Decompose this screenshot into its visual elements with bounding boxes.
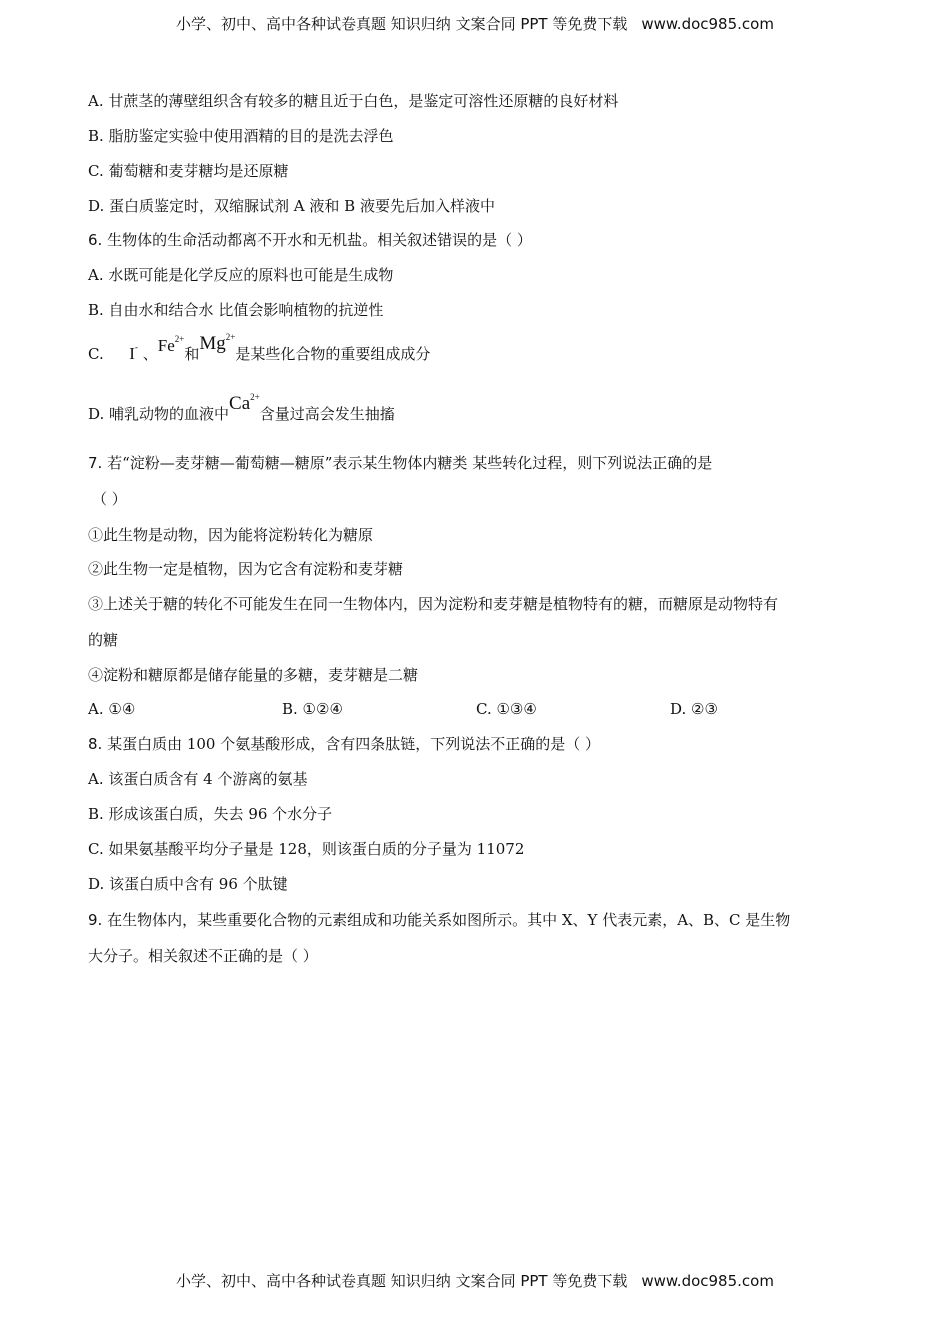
header-url[interactable]: www.doc985.com	[641, 15, 774, 33]
q6-separator-2: 和	[184, 345, 200, 363]
q6-option-d-text: D. 哺乳动物的血液中	[88, 405, 230, 423]
footer-text: 小学、初中、高中各种试卷真题 知识归纳 文案合同 PPT 等免费下载	[176, 1272, 628, 1290]
iron-ion: $Fe^{2+}$	[157, 334, 185, 355]
q7-option-d: D. ②③	[670, 700, 718, 718]
q7-option-c: C. ①③④	[476, 700, 537, 718]
q7-answer-paren: （ ）	[92, 490, 127, 508]
q6-option-c-text: 是某些化合物的重要组成成分	[235, 345, 431, 363]
q6-option-d-suffix: 含量过高会发生抽搐	[259, 405, 395, 423]
q5-option-c: C. 葡萄糖和麦芽糖均是还原糖	[88, 162, 289, 180]
magnesium-ion: $Mg^{2+}$	[199, 332, 236, 354]
footer-url[interactable]: www.doc985.com	[641, 1272, 774, 1290]
q8-option-c: C. 如果氨基酸平均分子量是 128，则该蛋白质的分子量为 11072	[88, 840, 525, 858]
q7-stem-text: 若“淀粉—麦芽糖—葡萄糖—糖原”表示某生物体内糖类 某些转化过程，则下列说法正确的是	[102, 454, 713, 472]
q9-stem	[88, 910, 790, 930]
page-footer	[0, 1270, 950, 1291]
q7-statement-4: ④淀粉和糖原都是储存能量的多糖，麦芽糖是二糖	[88, 666, 419, 684]
q8-stem-text: 某蛋白质由 100 个氨基酸形成，含有四条肽链，下列说法不正确的是（ ）	[102, 735, 601, 753]
q5-option-a: A. 甘蔗茎的薄壁组织含有较多的糖且近于白色，是鉴定可溶性还原糖的良好材料	[88, 92, 619, 110]
q6-separator-1: 、	[142, 345, 158, 363]
q7-option-b: B. ①②④	[282, 700, 343, 718]
q7-options	[0, 700, 950, 720]
q7-stem	[88, 453, 712, 473]
q6-option-b: B. 自由水和结合水 比值会影响植物的抗逆性	[88, 301, 384, 319]
q9-stem-text: 在生物体内，某些重要化合物的元素组成和功能关系如图所示。其中 X、Y 代表元素，A、B、C 是生物	[102, 911, 791, 929]
calcium-ion: $Ca^{2+}$	[229, 392, 260, 414]
q7-statement-1: ①此生物是动物，因为能将淀粉转化为糖原	[88, 526, 374, 544]
q8-number: 8.	[88, 735, 103, 753]
iodide-ion: I-	[129, 342, 138, 363]
q5-option-b: B. 脂肪鉴定实验中使用酒精的目的是洗去浮色	[88, 127, 394, 145]
q8-option-b: B. 形成该蛋白质，失去 96 个水分子	[88, 805, 333, 823]
q9-stem-cont: 大分子。相关叙述不正确的是（ ）	[88, 947, 318, 965]
q8-option-d: D. 该蛋白质中含有 96 个肽键	[88, 875, 288, 893]
q6-option-c	[88, 332, 431, 370]
q5-option-d: D. 蛋白质鉴定时，双缩脲试剂 A 液和 B 液要先后加入样液中	[88, 197, 495, 215]
page-header	[0, 13, 950, 34]
q7-number: 7.	[88, 454, 103, 472]
q7-option-a: A. ①④	[88, 700, 136, 718]
q6-stem-text: 生物体的生命活动都离不开水和无机盐。相关叙述错误的是（ ）	[102, 231, 532, 249]
q7-statement-2: ②此生物一定是植物，因为它含有淀粉和麦芽糖	[88, 560, 404, 578]
q6-option-a: A. 水既可能是化学反应的原料也可能是生成物	[88, 266, 394, 284]
q8-stem	[88, 734, 600, 754]
q7-statement-3-cont: 的糖	[88, 631, 119, 649]
q9-number: 9.	[88, 911, 103, 929]
q6-option-d	[88, 392, 395, 430]
q7-statement-3: ③上述关于糖的转化不可能发生在同一生物体内，因为淀粉和麦芽糖是植物特有的糖，而糖原是动物特有	[88, 595, 779, 613]
q6-option-c-label: C.	[88, 345, 104, 363]
q6-number: 6.	[88, 231, 103, 249]
header-text: 小学、初中、高中各种试卷真题 知识归纳 文案合同 PPT 等免费下载	[176, 15, 628, 33]
q8-option-a: A. 该蛋白质含有 4 个游离的氨基	[88, 770, 308, 788]
q6-stem	[88, 230, 532, 250]
